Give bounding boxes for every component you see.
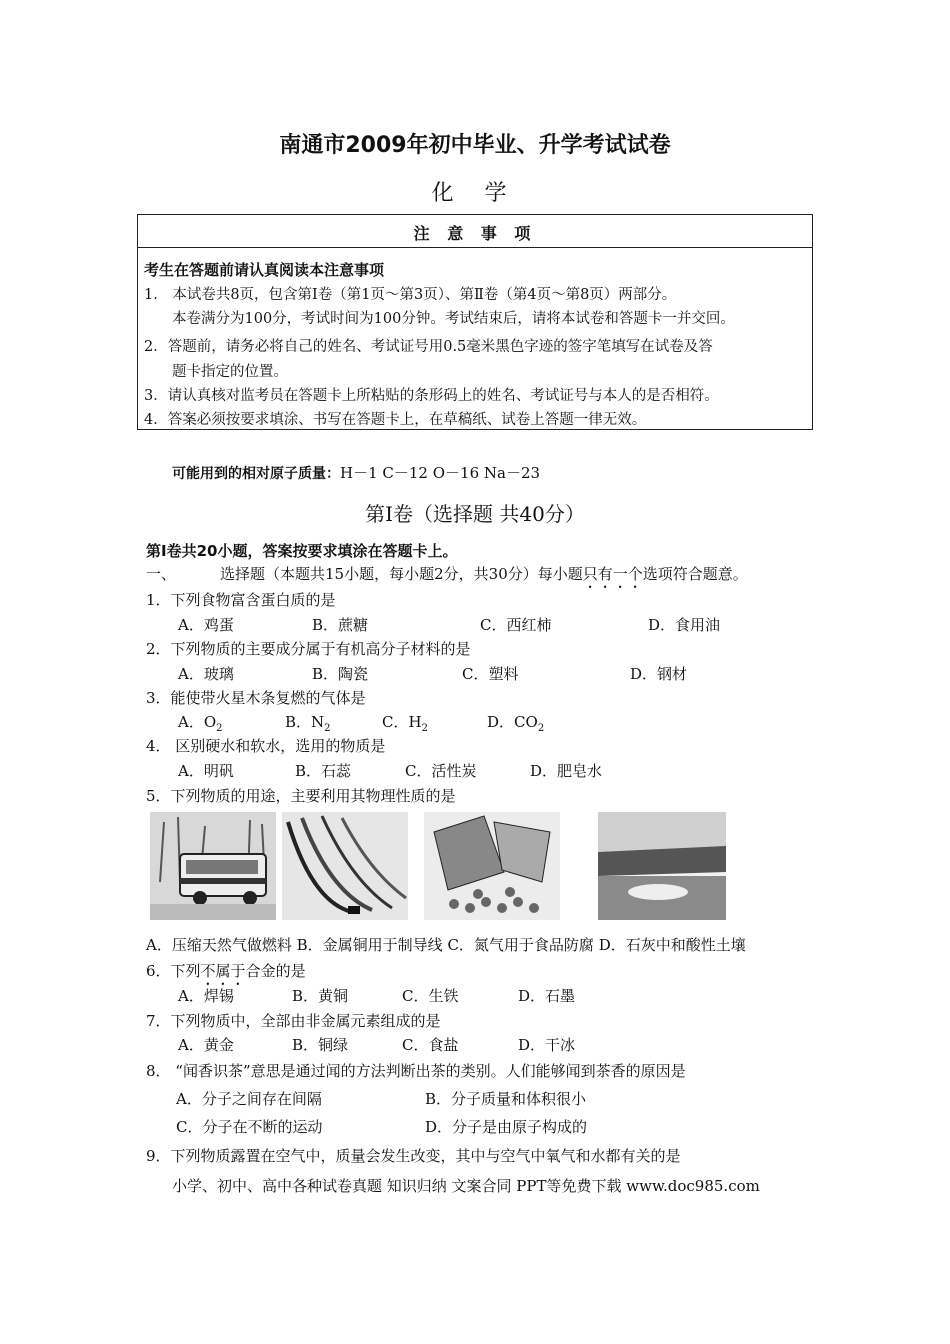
option: A．鸡蛋 xyxy=(178,616,234,634)
food-package-photo xyxy=(424,812,560,920)
option: C．塑料 xyxy=(462,665,519,683)
page-title: 南通市2009年初中毕业、升学考试试卷 xyxy=(279,133,671,158)
option: B．金属铜用于制导线 xyxy=(296,936,443,954)
part-text-end: 选项符合题意。 xyxy=(642,565,748,583)
part-emphasis: 只有一个 xyxy=(582,565,643,583)
option: B．铜绿 xyxy=(292,1036,349,1054)
option: A．明矾 xyxy=(178,762,234,780)
part-text: 选择题（本题共15小题，每小题2分，共30分）每小题 xyxy=(220,565,583,583)
question-1: 1．下列食物富含蛋白质的是 xyxy=(146,591,336,609)
option: D．$CO_2$ xyxy=(487,713,545,734)
part-heading xyxy=(146,563,748,592)
subject-title: 化 学 xyxy=(431,181,519,206)
option: C．生铁 xyxy=(402,987,459,1005)
notice-item: 题卡指定的位置。 xyxy=(172,364,288,380)
option: A．分子之间存在间隔 xyxy=(176,1090,322,1108)
question-4: 4． 区别硬水和软水，选用的物质是 xyxy=(146,737,386,755)
bus-photo xyxy=(150,812,276,920)
footer: 小学、初中、高中各种试卷真题 知识归纳 文案合同 PPT等免费下载 www.doc985.com xyxy=(172,1177,760,1195)
option: C．氮气用于食品防腐 xyxy=(447,936,594,954)
option: D．食用油 xyxy=(648,616,721,634)
option: B．$N_2$ xyxy=(285,713,331,734)
option: A．$O_2$ xyxy=(178,713,223,734)
option: D．肥皂水 xyxy=(530,762,603,780)
option: D．钢材 xyxy=(630,665,688,683)
part-label: 一、 xyxy=(146,565,177,583)
option: C．分子在不断的运动 xyxy=(176,1118,323,1136)
notice-item: 4．答案必须按要求填涂、书写在答题卡上，在草稿纸、试卷上答题一律无效。 xyxy=(144,412,647,428)
option: C．食盐 xyxy=(402,1036,459,1054)
option: C．活性炭 xyxy=(405,762,477,780)
notice-divider xyxy=(138,247,812,248)
question-2: 2．下列物质的主要成分属于有机高分子材料的是 xyxy=(146,640,471,658)
option: D．分子是由原子构成的 xyxy=(425,1118,588,1136)
question-5: 5．下列物质的用途，主要利用其物理性质的是 xyxy=(146,787,456,805)
option: A．焊锡 xyxy=(178,987,234,1005)
option: B．陶瓷 xyxy=(312,665,369,683)
q5-options xyxy=(146,934,746,955)
atomic-masses-values: H－1 C－12 O－16 Na－23 xyxy=(340,464,541,482)
option: D．石灰中和酸性土壤 xyxy=(598,936,746,954)
question-6: 6．下列不属于合金的是 xyxy=(146,962,306,980)
option: B．石蕊 xyxy=(295,762,352,780)
notice-item: 2．答题前，请务必将自己的姓名、考试证号用0.5毫米黑色字迹的签字笔填写在试卷及答 xyxy=(144,339,713,355)
option: A．玻璃 xyxy=(178,665,234,683)
option: B．分子质量和体积很小 xyxy=(425,1090,587,1108)
option: A．压缩天然气做燃料 xyxy=(146,936,292,954)
notice-box xyxy=(137,214,813,430)
notice-item: 3．请认真核对监考员在答题卡上所粘贴的条形码上的姓名、考试证号与本人的是否相符。 xyxy=(144,388,719,404)
question-7: 7．下列物质中，全部由非金属元素组成的是 xyxy=(146,1012,441,1030)
question-3: 3．能使带火星木条复燃的气体是 xyxy=(146,689,366,707)
notice-item: 1. 本试卷共8页，包含第Ⅰ卷（第1页～第3页）、第Ⅱ卷（第4页～第8页）两部分。 xyxy=(144,287,677,303)
notice-item: 本卷满分为100分，考试时间为100分钟。考试结束后，请将本试卷和答题卡一并交回。 xyxy=(172,311,735,327)
wire-photo xyxy=(282,812,408,920)
option: D．干冰 xyxy=(518,1036,576,1054)
question-9: 9．下列物质露置在空气中，质量会发生改变，其中与空气中氧气和水都有关的是 xyxy=(146,1147,681,1165)
atomic-masses xyxy=(172,462,540,483)
notice-intro: 考生在答题前请认真阅读本注意事项 xyxy=(144,261,385,279)
atomic-masses-label: 可能用到的相对原子质量： xyxy=(172,466,340,482)
section-title: 第Ⅰ卷（选择题 共40分） xyxy=(365,502,585,526)
option: B．黄铜 xyxy=(292,987,349,1005)
field-photo xyxy=(598,812,726,920)
section-instruction: 第Ⅰ卷共20小题，答案按要求填涂在答题卡上。 xyxy=(146,542,458,560)
question-8: 8． “闻香识茶”意思是通过闻的方法判断出茶的类别。人们能够闻到茶香的原因是 xyxy=(146,1062,686,1080)
option: C．西红柿 xyxy=(480,616,552,634)
notice-title: 注 意 事 项 xyxy=(413,224,537,243)
option: C．$H_2$ xyxy=(382,713,428,734)
option: D．石墨 xyxy=(518,987,576,1005)
option: A．黄金 xyxy=(178,1036,234,1054)
option: B．蔗糖 xyxy=(312,616,369,634)
